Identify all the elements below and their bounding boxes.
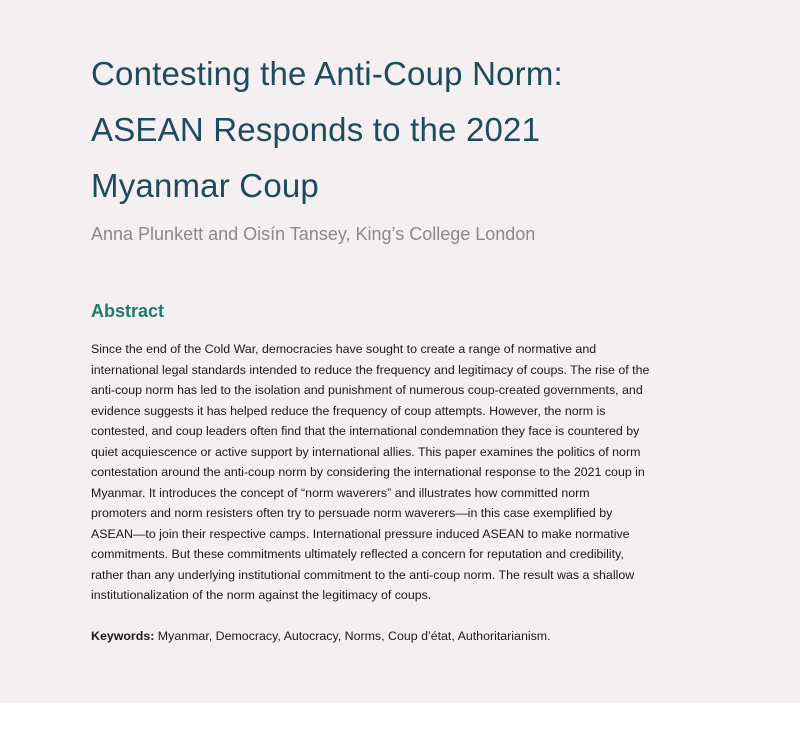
abstract-line: promoters and norm resisters often try to persuade norm waverers—in this case exemplified by: [91, 506, 613, 520]
abstract-line: evidence suggests it has helped reduce the frequency of coup attempts. However, the norm is: [91, 403, 606, 418]
paper-title: [91, 46, 711, 214]
paper-content: [91, 46, 711, 646]
title-line-1: Contesting the Anti-Coup Norm:: [91, 55, 563, 92]
abstract-body: [91, 339, 711, 606]
abstract-line: contestation around the anti-coup norm by considering the international response to the 2021 coup in: [91, 465, 645, 479]
keywords: [91, 626, 711, 646]
abstract-line: international legal standards intended to reduce the frequency and legitimacy of coups. The rise of the: [91, 362, 650, 377]
abstract-line: Since the end of the Cold War, democracies have sought to create a range of normative and: [91, 342, 597, 356]
abstract-line: ASEAN—to join their respective camps. International pressure induced ASEAN to make normative: [91, 526, 630, 541]
abstract-line: institutionalization of the norm against the legitimacy of coups.: [91, 588, 432, 602]
paper-authors: Anna Plunkett and Oisín Tansey, King’s College London: [91, 224, 536, 244]
abstract-heading: Abstract: [91, 301, 165, 321]
abstract-line: quiet acquiescence or active support by international allies. This paper examines the politics of norm: [91, 444, 641, 459]
abstract-line: commitments. But these commitments ultimately reflected a concern for reputation and credibility,: [91, 547, 624, 561]
keywords-label: Keywords:: [91, 628, 155, 643]
abstract-line: anti-coup norm has led to the isolation and punishment of numerous coup-created governments, and: [91, 383, 643, 397]
abstract-line: rather than any underlying institutional commitment to the anti-coup norm. The result was a shallow: [91, 567, 635, 582]
abstract-line: contested, and coup leaders often find that the international condemnation they face is countered by: [91, 424, 640, 438]
abstract-line: Myanmar. It introduces the concept of “norm waverers” and illustrates how committed norm: [91, 485, 590, 500]
title-line-3: Myanmar Coup: [91, 167, 319, 204]
keywords-list: Myanmar, Democracy, Autocracy, Norms, Coup d’état, Authoritarianism.: [154, 628, 551, 643]
title-line-2: ASEAN Responds to the 2021: [91, 111, 541, 148]
